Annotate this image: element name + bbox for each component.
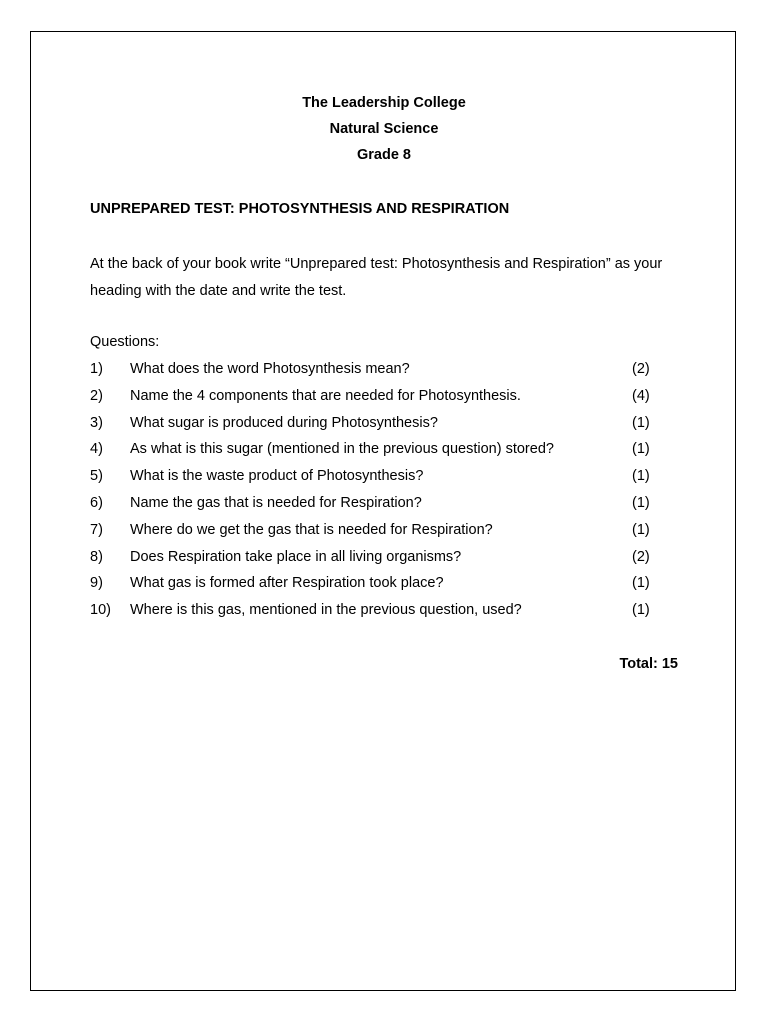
- school-name: The Leadership College: [302, 95, 466, 111]
- questions-label: Questions:: [90, 334, 160, 350]
- question-number: 3): [90, 414, 103, 431]
- question-number: 10): [90, 602, 111, 619]
- question-row: [90, 574, 670, 601]
- instructions-paragraph: At the back of your book write “Unprepared test: Photosynthesis and Respiration” as your heading with the date and write the test.: [90, 256, 663, 299]
- subject-name: Natural Science: [329, 121, 439, 137]
- question-row: [90, 601, 670, 628]
- question-text: As what is this sugar (mentioned in the previous question) stored?: [130, 441, 554, 458]
- question-marks: (1): [632, 521, 650, 538]
- question-text: Name the 4 components that are needed for Photosynthesis.: [130, 387, 521, 404]
- test-title: UNPREPARED TEST: PHOTOSYNTHESIS AND RESPIRATION: [90, 201, 510, 217]
- question-marks: (1): [632, 441, 650, 458]
- question-row: [90, 521, 670, 548]
- question-text: Does Respiration take place in all living organisms?: [130, 548, 462, 565]
- question-text: What gas is formed after Respiration took place?: [130, 575, 444, 592]
- question-marks: (1): [632, 575, 650, 592]
- question-text: What is the waste product of Photosynthesis?: [130, 468, 424, 485]
- grade-label: Grade 8: [357, 147, 411, 163]
- questions-list: [90, 360, 670, 628]
- question-row: [90, 467, 670, 494]
- question-row: [90, 387, 670, 414]
- question-text: Name the gas that is needed for Respiration?: [130, 494, 422, 511]
- question-row: [90, 440, 670, 467]
- question-number: 5): [90, 468, 103, 485]
- question-number: 4): [90, 441, 103, 458]
- total-marks: Total: 15: [619, 656, 678, 672]
- question-row: [90, 360, 670, 387]
- question-number: 6): [90, 494, 103, 511]
- question-text: What does the word Photosynthesis mean?: [130, 361, 410, 377]
- question-marks: (1): [632, 602, 650, 619]
- question-row: [90, 548, 670, 575]
- question-number: 9): [90, 575, 103, 592]
- question-marks: (4): [632, 387, 650, 404]
- question-marks: (1): [632, 468, 650, 485]
- question-number: 8): [90, 548, 103, 565]
- question-text: Where do we get the gas that is needed for Respiration?: [130, 521, 493, 538]
- question-marks: (2): [632, 548, 650, 565]
- question-marks: (2): [632, 361, 650, 377]
- question-text: What sugar is produced during Photosynthesis?: [130, 414, 438, 431]
- question-row: [90, 414, 670, 441]
- question-marks: (1): [632, 414, 650, 431]
- question-text: Where is this gas, mentioned in the previous question, used?: [130, 602, 522, 619]
- question-number: 7): [90, 521, 103, 538]
- question-number: 1): [90, 361, 103, 377]
- question-marks: (1): [632, 494, 650, 511]
- question-row: [90, 494, 670, 521]
- question-number: 2): [90, 387, 103, 404]
